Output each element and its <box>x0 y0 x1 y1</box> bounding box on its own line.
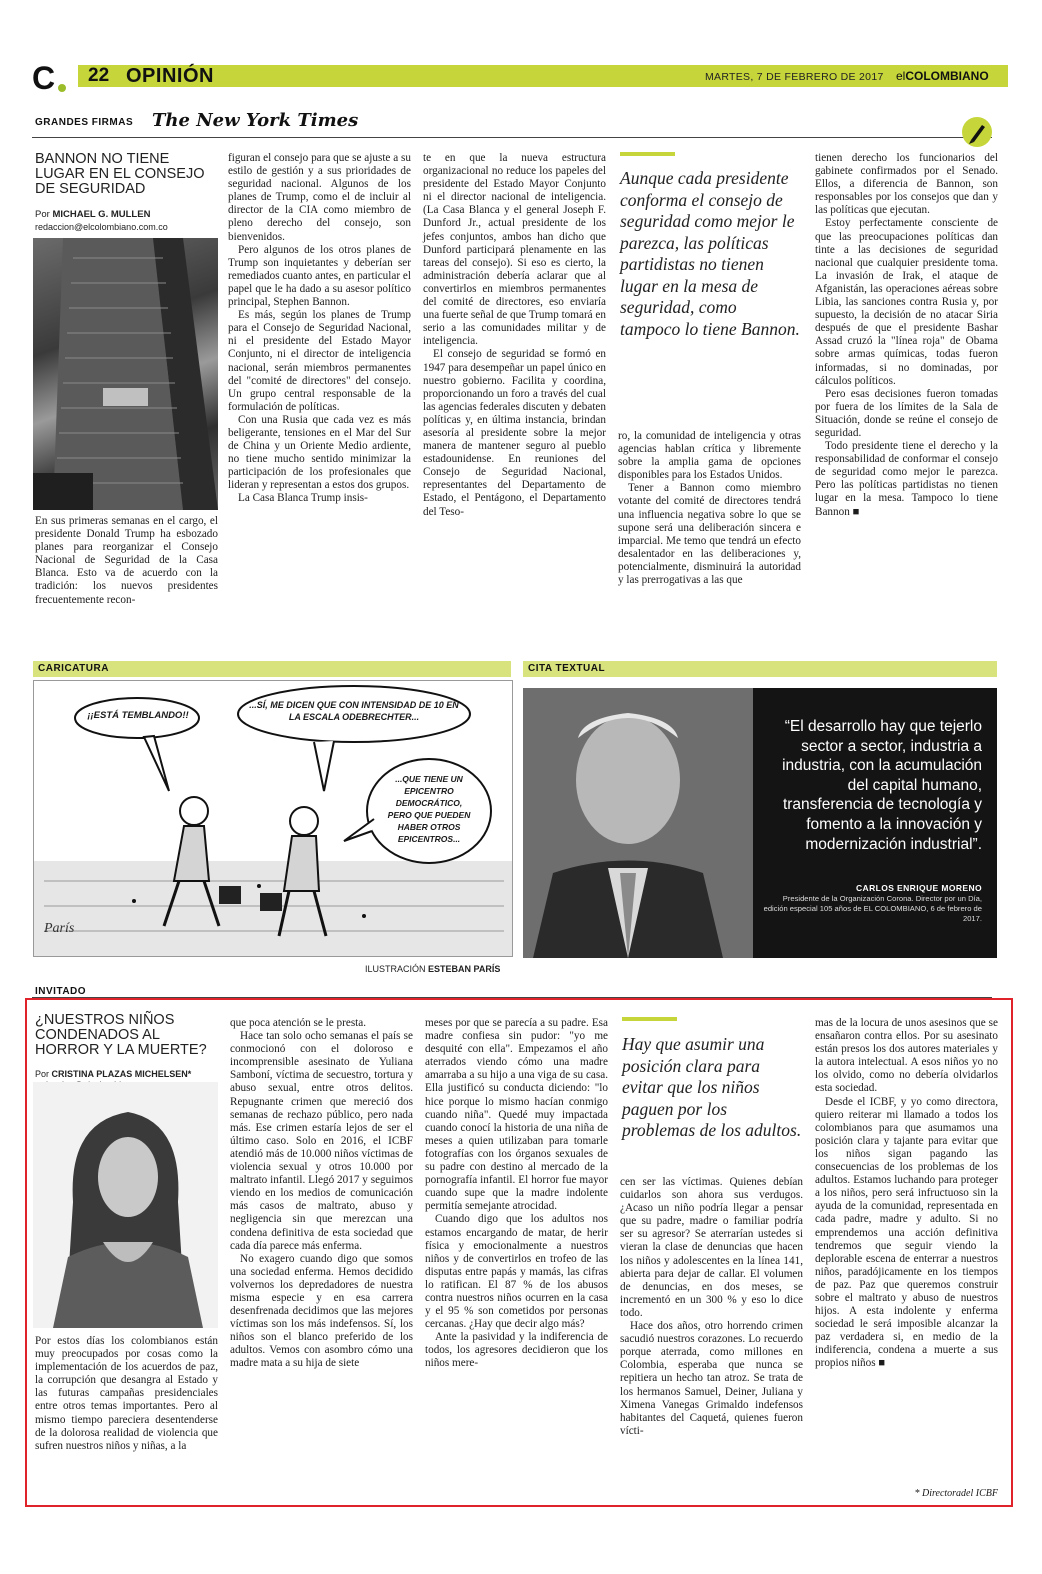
pullquote-rule <box>620 152 675 156</box>
pullquote: Hay que asumir una posición clara para evitar que los niños paguen por los problemas de los adultos. <box>622 1034 802 1140</box>
cita-label: CITA TEXTUAL <box>528 663 606 674</box>
article-column-1 <box>35 1335 218 1453</box>
paragraph: No exagero cuando digo que somos una sociedad enferma. Hemos decidido volvernos los depredadores de nuestra misma especie y en esa carrera desenfrenada decidimos que las mejores víctimas son los más indefensos. Sí, los niños son el blanco preferido de los adultos. Vemos con asombro cómo una madre mata a su hija de siete <box>230 1252 413 1370</box>
paragraph: te en que la nueva estructura organizacional no reduce los papeles del presidente del Estado Mayor Conjunto ni el director nacional de inteligencia. (La Casa Blanca y el general Joseph F. Dunford Jr., actual presidente de los jefes conjuntos, ambos han dicho que Dunford participará plenamente en las tareas del consejo). Si eso es cierto, la administración debería aclarar que al convertirlos en miembros permanentes del comité de directores, eso enviaría una fuerte señal de que Trump tomará en serio a las comunidades militar y de inteligencia. <box>423 152 606 348</box>
article-column-4 <box>620 1176 803 1438</box>
article-column-1 <box>35 515 218 607</box>
masthead-brand <box>896 68 989 84</box>
cartoon-illustration <box>33 680 513 957</box>
cita-quote: “El desarrollo hay que tejerlo sector a sector, industria a industria, con la acumulación del capital humano, transferencia de tecnología y fomento a la innovación y modernización industrial”. <box>782 718 982 853</box>
author-name: MICHAEL G. MULLEN <box>52 209 151 220</box>
cartoon-bubble-1: ¡¡ESTÁ TEMBLANDO!! <box>87 710 189 721</box>
cita-author-role: Presidente de la Organización Corona. Director por un Día, edición especial 105 años de EL COLOMBIANO, 6 de febrero de 2017. <box>763 894 982 923</box>
author-footnote: * Directoradel ICBF <box>914 1488 998 1499</box>
byline-prefix: Por <box>35 1069 50 1079</box>
cita-author-name: CARLOS ENRIQUE MORENO <box>856 883 982 893</box>
paragraph: El consejo de seguridad se formó en 1947 para desempeñar un papel único en nuestro gobierno. Facilita y coordina, proporcionando un foro a través del cual las agencias federales discuten y debaten políticas y, en última instancia, brindan asesoría al presidente sobre la mejor manera de mantener seguro al pueblo estadounidense. En reuniones del Consejo de Seguridad Nacional, representantes del Departamento de Estado, el Pentágono, el Departamento del Teso- <box>423 348 606 518</box>
byline-prefix: Por <box>35 209 50 220</box>
brand-name: COLOMBIANO <box>905 69 989 83</box>
building-photo <box>33 238 218 510</box>
paragraph: cen ser las víctimas. Quienes debían cuidarlos son ahora sus verdugos. ¿Acaso un niño podría llegar a pensar que su padre, madre o familiar podría ser su agresor? Se aterrarían ustedes si vieran la clase de denuncias que hacen los niños y adolescentes en la línea 141, abierta para dejar de callar. El volumen de denuncias, en dos meses, se incrementó en un 300 % y eso lo dice todo. <box>620 1176 803 1319</box>
article-column-3 <box>425 1017 608 1371</box>
pullquote: Aunque cada presidente conforma el consejo de seguridad como mejor le parezca, las políticas partidistas no tienen lugar en la mesa de seguridad, como tampoco lo tiene Bannon. <box>620 168 800 339</box>
paragraph: Ante la pasividad y la indiferencia de todos, los agresores decidieron que los niños mere- <box>425 1331 608 1370</box>
cartoon-bubble-2: ...SÍ, ME DICEN QUE CON INTENSIDAD DE 10 EN LA ESCALA ODEBRECHTER... <box>249 700 459 722</box>
paragraph: meses por que se parecía a su padre. Esa madre confiesa sin pudor: "yo me desquité con ella". Empezamos el año aterrados viendo cómo una madre amarraba a su hijo a una viga de su casa. Ella justificó su conducta diciendo: "lo hice porque lo mismo hacían conmigo cuando niña". Quedé muy impactada cuando conocí la historia de una niña de meses a quien utilizaban para tomarle fotografías con los órganos sexuales de su padre con destino al mercado de la pornografía infantil. El horror fue mayor cuando supe que la madre indolente permitía semejante atrocidad. <box>425 1017 608 1213</box>
nyt-logo: The New York Times <box>152 110 359 131</box>
article-column-5 <box>815 152 998 519</box>
invitado-label: INVITADO <box>35 986 87 997</box>
paragraph: Por estos días los colombianos están muy preocupados por cosas como la implementación de los acuerdos de paz, la corrupción que desangra al Estado y las futuras campañas presidenciales entre otros temas importantes. Pero al mismo tiempo pareciera desentenderse de la dolorosa realidad de violencia que sufren nuestros niños y niñas, a la <box>35 1335 218 1452</box>
article-column-3 <box>423 152 606 519</box>
illustration-credit <box>365 964 500 974</box>
article-column-4 <box>618 430 801 587</box>
cartoon-bubble-3: ...QUE TIENE UN EPICENTRO DEMOCRÁTICO, PERO QUE PUEDEN HABER OTROS EPICENTROS... <box>387 774 471 844</box>
pen-icon <box>962 117 992 147</box>
page-number: 22 <box>88 65 110 86</box>
section-title: OPINIÓN <box>126 65 214 87</box>
credit-prefix: ILUSTRACIÓN <box>365 964 426 974</box>
paragraph: Hace tan solo ocho semanas el país se conmocionó con el doloroso e incomprensible asesinato de Yuliana Samboní, víctima de secuestro, tortura y abuso sexual, entre otros delitos. Repugnante crimen que mereció dos semanas de rechazo público, pero nada más. Ese crimen estaría lejos de ser el último caso. Solo en 2016, el ICBF atendió más de 10.000 niños víctimas de violencia sexual y otros 10.000 por maltrato infantil. Llegó 2017 y seguimos viendo en los medios de comunicación más casos de maltrato, abuso y negligencia sin que merezcan una condena definitiva de esta sociedad que cada día parece más enferma. <box>230 1030 413 1252</box>
paragraph: Con una Rusia que cada vez es más beligerante, tensiones en el Mar del Sur de China y un Oriente Medio ardiente, no tiene mucho sentido minimizar la participación de los profesionales que lideran y representan a estos dos grupos. <box>228 413 411 492</box>
article-column-2 <box>230 1017 413 1371</box>
article-headline: BANNON NO TIENE LUGAR EN EL CONSEJO DE SEGURIDAD <box>35 151 205 197</box>
article-column-5 <box>815 1017 998 1371</box>
credit-name: ESTEBAN PARÍS <box>428 964 501 974</box>
author-name: CRISTINA PLAZAS MICHELSEN* <box>51 1069 192 1079</box>
paragraph: Tener a Bannon como miembro votante del comité de directores tendrá una influencia negativa sobre lo que se supone será una deliberación sincera e imparcial. Me temo que tendrá un efecto desalentador en las deliberaciones y, potencialmente, disminuirá la autoridad y las prerrogativas a las que <box>618 482 801 587</box>
issue-date: MARTES, 7 DE FEBRERO DE 2017 <box>705 71 884 83</box>
newspaper-logo: C <box>32 60 56 96</box>
article-headline: ¿NUESTROS NIÑOS CONDENADOS AL HORROR Y LA MUERTE? <box>35 1012 207 1058</box>
paragraph: Pero esas decisiones fueron tomadas por fuera de los límites de la Sala de Situación, donde se reúne el consejo de seguridad. <box>815 387 998 439</box>
paragraph: Desde el ICBF, y yo como directora, quiero reiterar mi llamado a todos los colombianos para que asumamos una posición clara y tajante para evitar que los niños sigan pagando las consecuencias de los problemas de los adultos. Estamos luchando para proteger a los niños, pero será infructuoso sin la ayuda de la comunidad, representada en cada padre, madre y adulto. Si no emprendemos una acción definitiva tendremos que seguir viendo la deplorable escena de enterrar a nuestros niños, paradójicamente en los tiempos de paz. Paz que queremos construir sobre el maltrato y abuso de nuestros hijos. A esta indolente y enferma sociedad le será imposible alcanzar la paz verdadera si, en medio de la indiferencia, condena a muerte a sus propios niños ■ <box>815 1095 998 1370</box>
pullquote-rule <box>622 1017 677 1021</box>
author-portrait <box>33 1082 218 1328</box>
paragraph: Pero algunos de los otros planes de Trump son inquietantes y deberían ser remediados cuanto antes, en particular el papel que le ha dado a su asesor político principal, Stephen Bannon. <box>228 243 411 309</box>
article-byline <box>35 209 220 221</box>
paragraph: Cuando digo que los adultos nos estamos encargando de matar, de herir física y emocionalmente a nuestros niños y de convertirlos en trofeo de las disputas entre papás y mamás, las cifras lo ratifican. El 87 % de los abusos contra nuestros niños ocurren en la casa y el 95 % son cometidos por personas cercanas. ¿Hay que decir algo más? <box>425 1213 608 1331</box>
paragraph: En sus primeras semanas en el cargo, el presidente Donald Trump ha esbozado planes para reorganizar el Consejo Nacional de Seguridad de la Casa Blanca. Esto va de acuerdo con la tradición: los nuevos presidentes frecuentemente recon- <box>35 515 218 606</box>
grandes-firmas-label: GRANDES FIRMAS <box>35 117 134 128</box>
paragraph: ro, la comunidad de inteligencia y otras agencias hablan crítica y libremente sobre la amplia gama de opciones disponibles para los Estados Unidos. <box>618 430 801 482</box>
section-divider <box>32 137 992 138</box>
paragraph: La Casa Blanca Trump insis- <box>238 492 368 505</box>
paragraph: Todo presidente tiene el derecho y la responsabilidad de conformar el consejo de seguridad como mejor le parezca. Pero las políticas partidistas no tienen lugar en la mesa. Tampoco lo tiene Bannon ■ <box>815 440 998 518</box>
paragraph: mas de la locura de unos asesinos que se ensañaron contra ellos. Por su asesinato están presos los dos autores materiales y la autora intelectual. A esos niños yo no los olvido, como no debería olvidarlos esta sociedad. <box>815 1017 998 1095</box>
paragraph: tienen derecho los funcionarios del gabinete confirmados por el Senado. Ellos, a diferencia de Bannon, son responsables por los consejos que dan y las políticas que ejecutan. <box>815 152 998 217</box>
caricatura-label: CARICATURA <box>38 663 109 674</box>
paragraph: Hace dos años, otro horrendo crimen sacudió nuestros corazones. Lo recuerdo porque aterrada, como millones en Colombia, esperaba que nunca se repitiera un hecho tan atroz. Se trata de los hermanos Samuel, Deiner, Juliana y Ximena Vanegas Grimaldo indefensos habitantes del Caquetá, quienes fueron vícti- <box>620 1320 803 1437</box>
paragraph: Es más, según los planes de Trump para el Consejo de Seguridad Nacional, ni el presidente del Estado Mayor Conjunto, ni el director de inteligencia nacional, serán miembros permanentes del "comité de directores" del consejo. Un grupo central responsable de la formulación de políticas. <box>228 309 411 413</box>
author-email: redaccion@elcolombiano.com.co <box>35 222 168 232</box>
paragraph: que poca atención se le presta. <box>230 1017 367 1029</box>
paragraph: figuran el consejo para que se ajuste a su estilo de gestión y a sus prioridades de seguridad nacional. Algunos de los planes de Trump, como el de incluir al director de la CIA como miembro de pleno derecho del consejo, son bienvenidos. <box>228 152 411 243</box>
paragraph: Estoy perfectamente consciente de que las preocupaciones políticas dan tinte a las decisiones de seguridad nacional que cualquier presidente toma. La invasión de Irak, el ataque de Afganistán, las operaciones aéreas sobre Libia, las sanciones contra Rusia y, por supuesto, la decisión de no atacar Siria después de que el presidente Bashar Assad cruzó la "línea roja" de Obama sobre armas químicas, todas fueron informadas, si no dominadas, por cálculos políticos. <box>815 217 998 387</box>
brand-prefix: el <box>896 69 906 83</box>
cartoonist-signature: París <box>44 921 75 936</box>
article-column-2 <box>228 152 411 506</box>
logo-dot <box>58 84 66 92</box>
